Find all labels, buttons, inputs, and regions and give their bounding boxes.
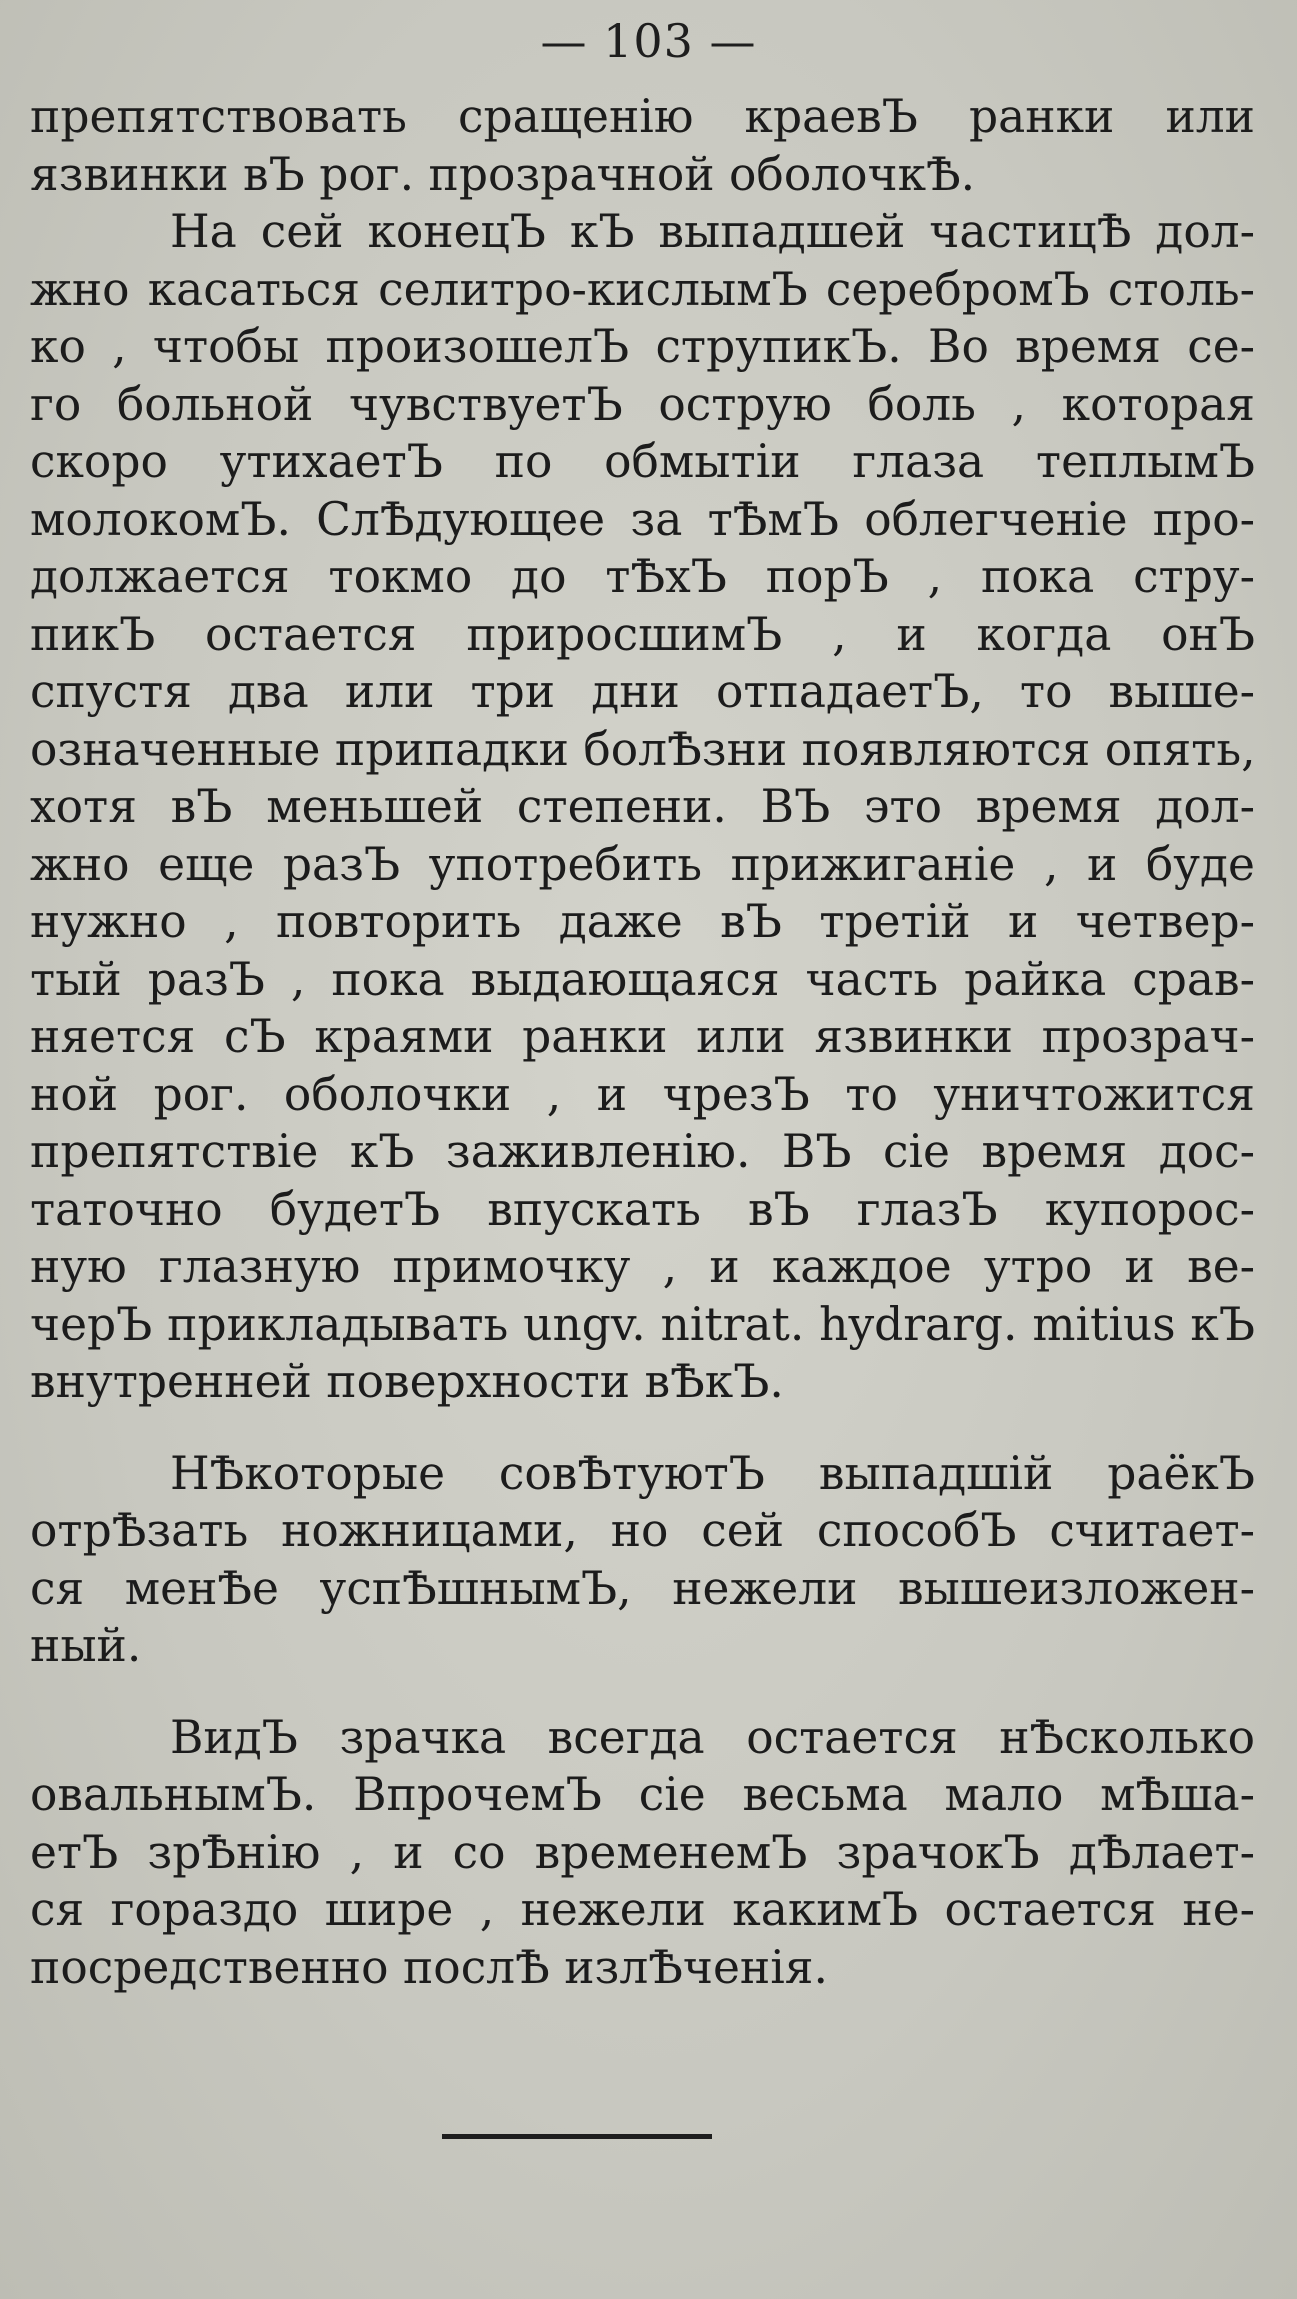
text-line: спустя два или три дни отпадаетЪ, то выше- [30, 665, 1255, 718]
text-line: го больной чувствуетЪ острую боль , которая [30, 377, 1255, 431]
end-rule-divider [442, 2134, 712, 2139]
text-line: ко , чтобы произошелЪ струпикЪ. Во время се- [30, 320, 1255, 373]
paragraph-gap [30, 1411, 1255, 1445]
text-line: нужно , повторить даже вЪ третій и четвер- [30, 895, 1255, 948]
text-line: НѢкоторые совѢтуютЪ выпадшій раёкЪ [170, 1446, 1255, 1500]
text-line: препятствіе кЪ заживленію. ВЪ сіе время дос- [30, 1125, 1255, 1178]
text-line: должается токмо до тѢхЪ порЪ , пока стру- [30, 550, 1255, 603]
paragraph-gap [30, 1675, 1255, 1709]
text-line: тый разЪ , пока выдающаяся часть райка срав- [30, 952, 1255, 1006]
body-text [30, 88, 1255, 1996]
text-line: означенные припадки болѢзни появляются опять, [30, 722, 1256, 776]
text-line: скоро утихаетЪ по обмытіи глаза теплымЪ [30, 435, 1255, 488]
text-line: хотя вЪ меньшей степени. ВЪ это время дол- [30, 780, 1255, 833]
text-line: молокомЪ. СлѢдующее за тѢмЪ облегченіе про- [30, 492, 1255, 546]
text-line: черЪ прикладывать ungv. nitrat. hydrarg. mitius кЪ [30, 1297, 1255, 1351]
page-number: — 103 — [540, 14, 757, 68]
text-line: пикЪ остается приросшимЪ , и когда онЪ [30, 607, 1255, 661]
text-line: ную глазную примочку , и каждое утро и ве- [30, 1240, 1255, 1293]
text-line: посредственно послѢ излѢченія. [30, 1940, 828, 1994]
text-line: ВидЪ зрачка всегда остается нѢсколько [170, 1710, 1255, 1764]
text-line: На сей конецЪ кЪ выпадшей частицѢ дол- [170, 205, 1255, 258]
text-line: овальнымЪ. ВпрочемЪ сіе весьма мало мѢша- [30, 1768, 1255, 1821]
text-line: отрѢзать ножницами, но сей способЪ считает- [30, 1504, 1255, 1557]
text-line: етЪ зрѢнію , и со временемЪ зрачокЪ дѢлает- [30, 1825, 1255, 1879]
text-line: ся гораздо шире , нежели какимЪ остается не- [30, 1883, 1255, 1936]
text-line: жно касаться селитро-кислымЪ серебромЪ столь- [30, 262, 1255, 316]
text-line: ный. [30, 1619, 142, 1672]
text-line: ся менѢе успѢшнымЪ, нежели вышеизложен- [30, 1561, 1255, 1615]
text-line: внутренней поверхности вѢкЪ. [30, 1355, 784, 1408]
text-line: язвинки вЪ рог. прозрачной оболочкѢ. [30, 147, 976, 201]
text-line: няется сЪ краями ранки или язвинки прозрач- [30, 1010, 1255, 1063]
text-line: жно еще разЪ употребить прижиганіе , и буде [30, 837, 1255, 891]
text-line: таточно будетЪ впускать вЪ глазЪ купорос- [30, 1182, 1255, 1236]
text-line: ной рог. оболочки , и чрезЪ то уничтожится [30, 1067, 1255, 1121]
text-line: препятствовать сращенію краевЪ ранки или [30, 90, 1255, 143]
